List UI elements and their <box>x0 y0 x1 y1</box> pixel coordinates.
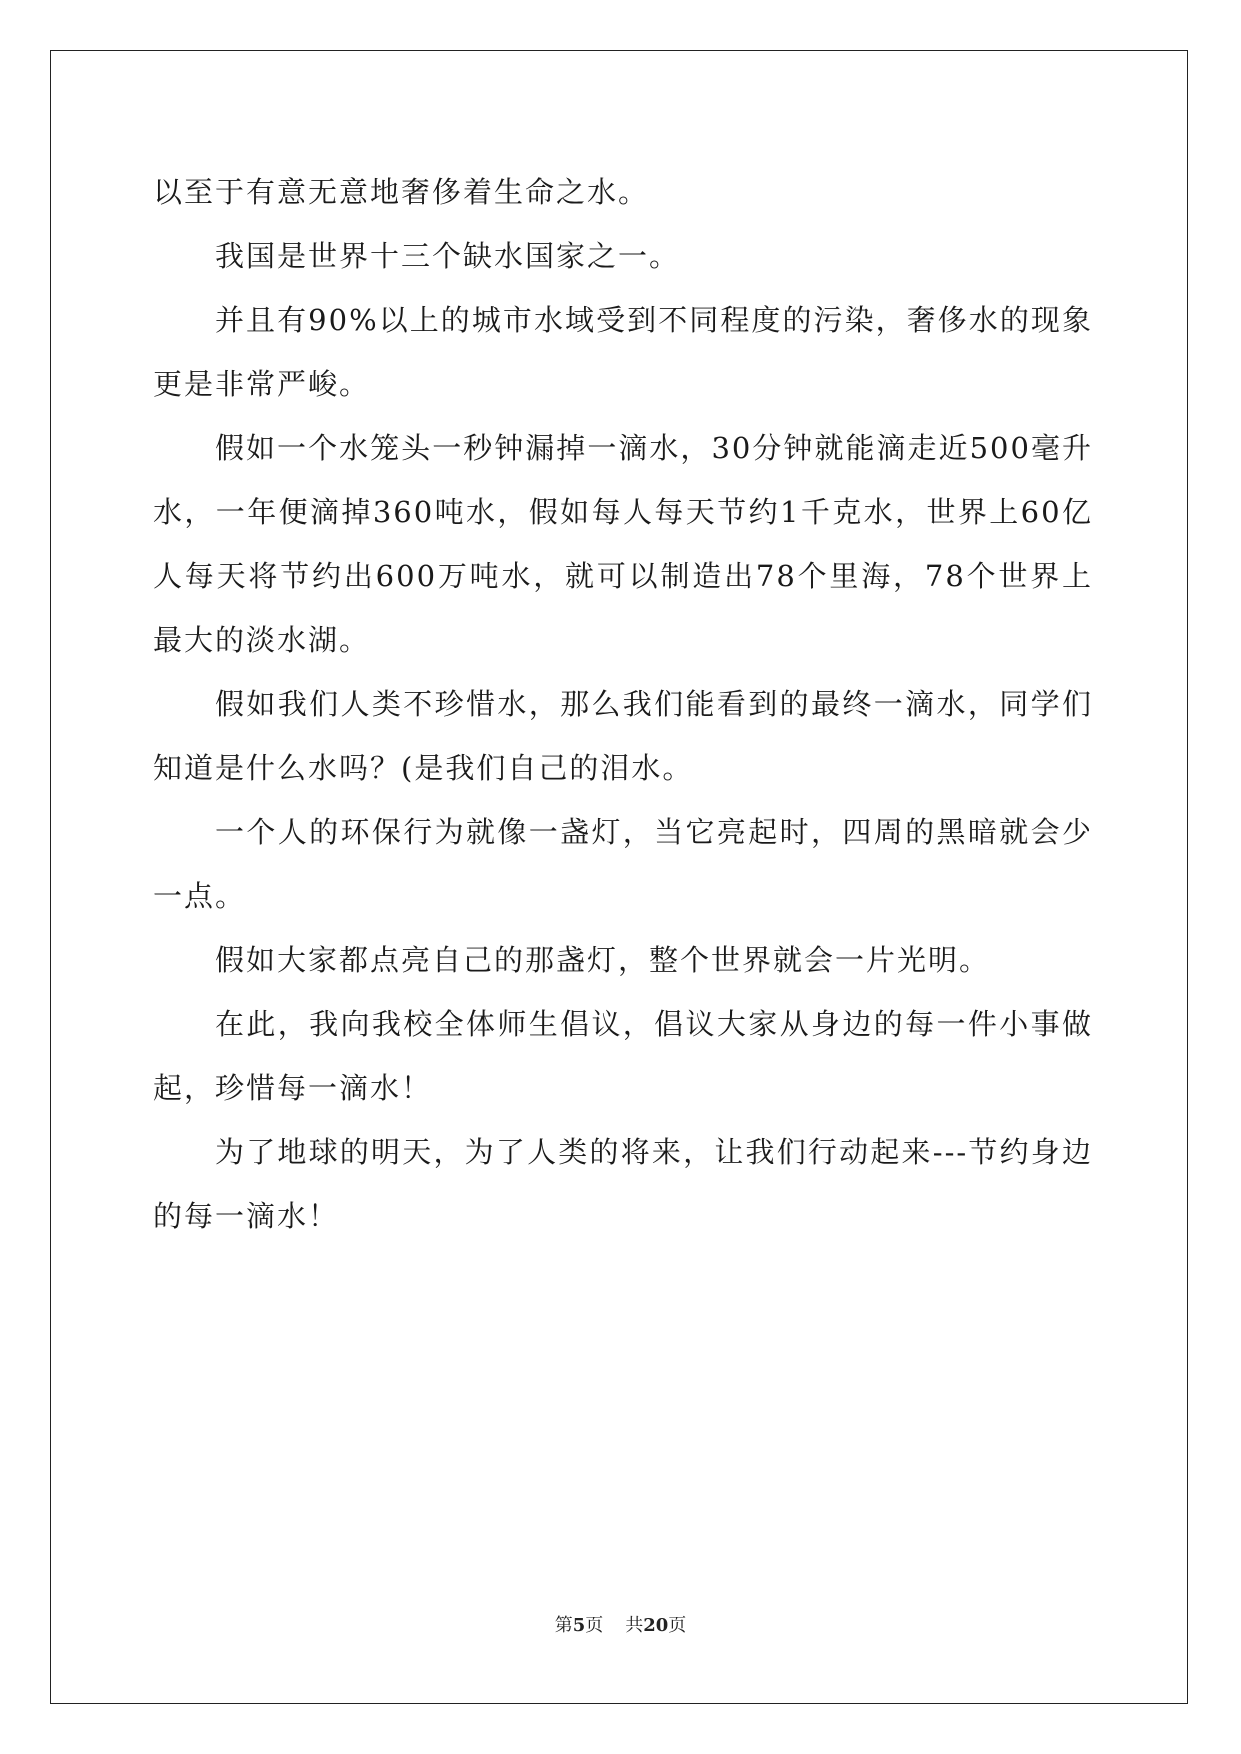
page-current: 5 <box>572 1615 586 1636</box>
page-footer <box>0 1611 1241 1637</box>
page-suffix: 页 <box>585 1615 604 1636</box>
paragraph: 在此，我向我校全体师生倡议，倡议大家从身边的每一件小事做起，珍惜每一滴水！ <box>153 1007 1093 1105</box>
paragraph: 为了地球的明天，为了人类的将来，让我们行动起来---节约身边的每一滴水！ <box>153 1135 1093 1233</box>
paragraph: 一个人的环保行为就像一盏灯，当它亮起时，四周的黑暗就会少一点。 <box>153 815 1093 913</box>
paragraph: 假如我们人类不珍惜水，那么我们能看到的最终一滴水，同学们知道是什么水吗？(是我们自己的泪水。 <box>153 687 1093 785</box>
paragraph-continued: 以至于有意无意地奢侈着生命之水。 <box>153 175 650 209</box>
page-total: 20 <box>643 1615 669 1636</box>
paragraph: 假如大家都点亮自己的那盏灯，整个世界就会一片光明。 <box>215 943 991 977</box>
total-prefix: 共 <box>625 1615 644 1636</box>
paragraph: 我国是世界十三个缺水国家之一。 <box>215 239 681 273</box>
paragraph: 并且有90%以上的城市水域受到不同程度的污染，奢侈水的现象更是非常严峻。 <box>153 303 1093 401</box>
document-body <box>153 160 1093 1248</box>
total-suffix: 页 <box>668 1615 687 1636</box>
paragraph: 假如一个水笼头一秒钟漏掉一滴水，30分钟就能滴走近500毫升水，一年便滴掉360吨水，假如每人每天节约1千克水，世界上60亿人每天将节约出600万吨水，就可以制造出78个里海，78个世界上最大的淡水湖。 <box>153 431 1093 657</box>
page-prefix: 第 <box>554 1615 573 1636</box>
